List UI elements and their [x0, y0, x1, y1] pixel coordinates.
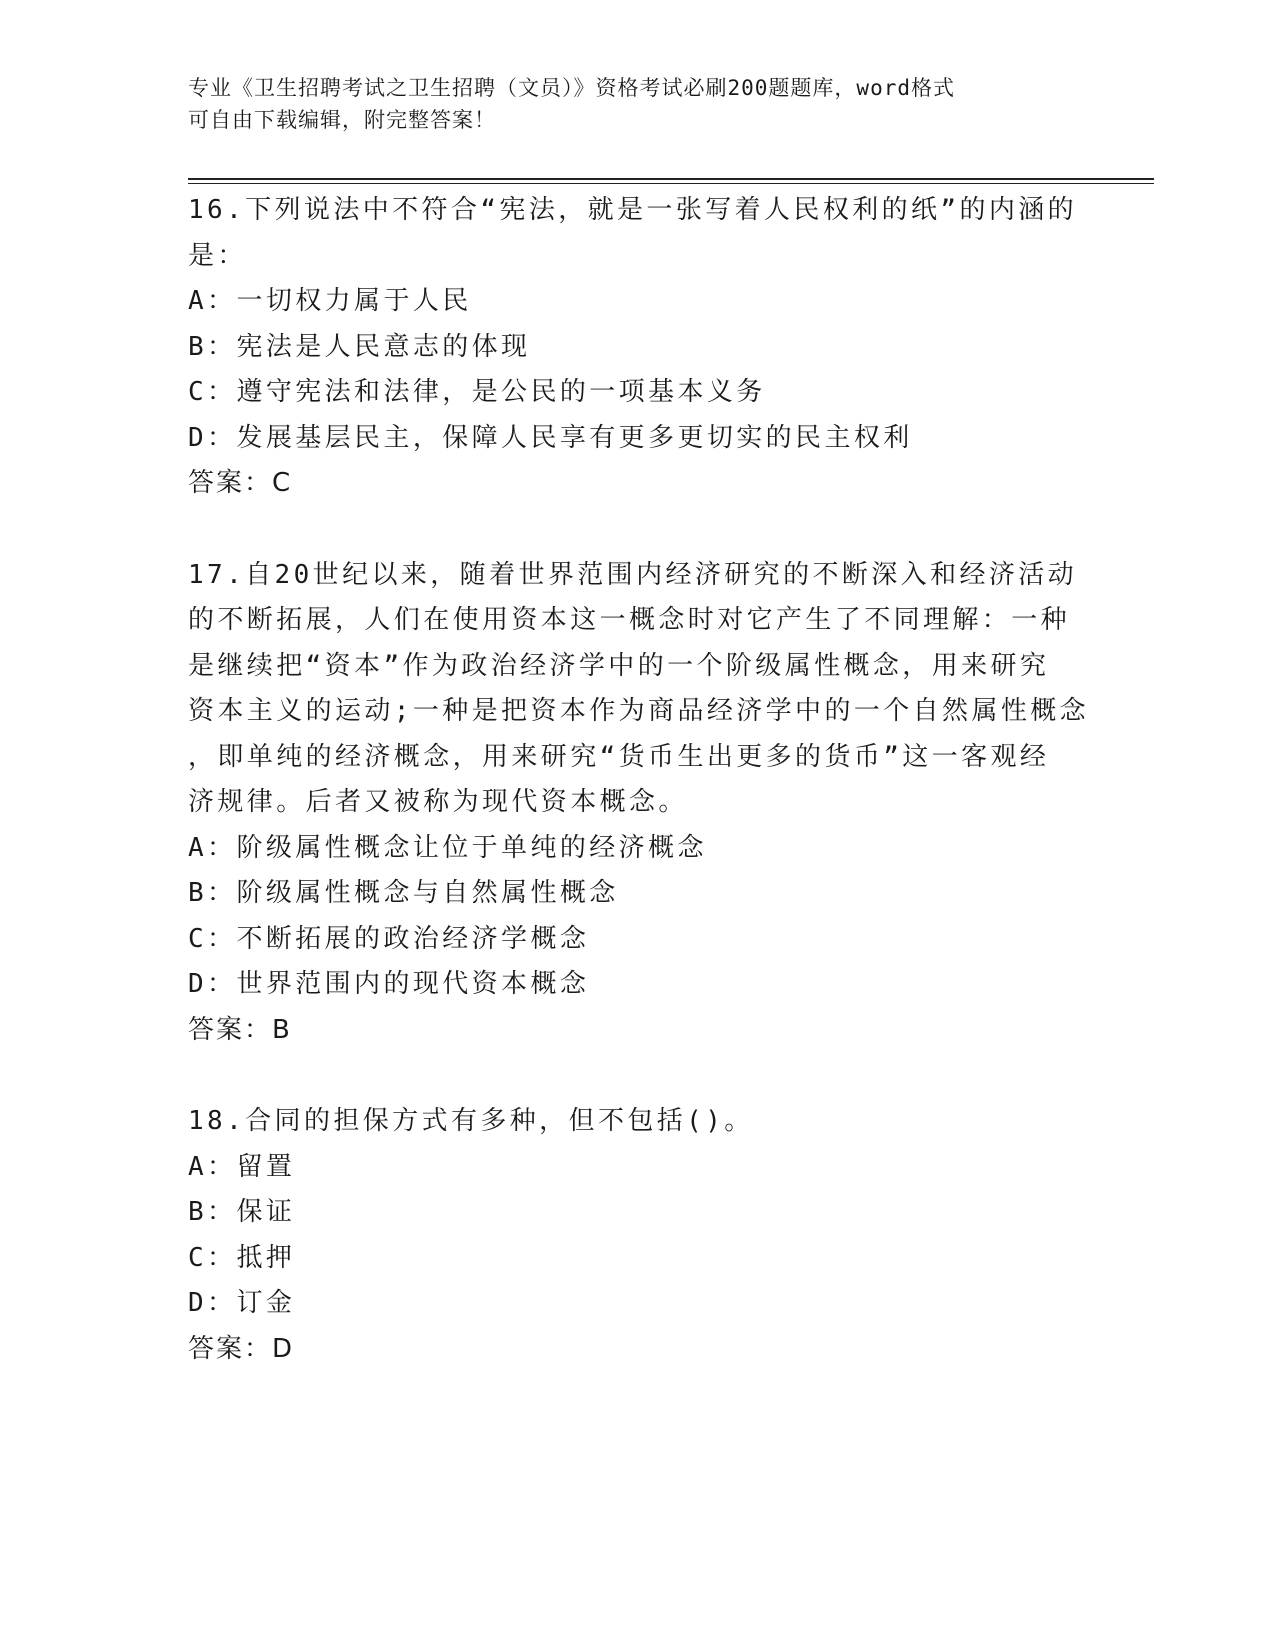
question-text-line: ，即单纯的经济概念，用来研究“货币生出更多的货币”这一客观经 [188, 741, 1050, 772]
option-d: D：订金 [188, 1288, 296, 1318]
option-a: A：一切权力属于人民 [188, 286, 472, 316]
option-c: C：不断拓展的政治经济学概念 [188, 923, 590, 954]
option-d: D：发展基层民主，保障人民享有更多更切实的民主权利 [188, 422, 913, 453]
option-d: D：世界范围内的现代资本概念 [188, 969, 590, 999]
question-text-line: 18.合同的担保方式有多种，但不包括()。 [188, 1106, 754, 1136]
question-18 [188, 1099, 1088, 1372]
question-text-line: 的不断拓展，人们在使用资本这一概念时对它产生了不同理解：一种 [188, 605, 1071, 635]
header-line-2: 可自由下载编辑，附完整答案！ [188, 108, 496, 132]
answer-line: 答案：D [188, 1333, 295, 1364]
header-divider-thin [188, 183, 1154, 184]
question-list [188, 188, 1088, 1418]
option-c: C：抵押 [188, 1242, 296, 1273]
question-text-line: 济规律。后者又被称为现代资本概念。 [188, 787, 688, 817]
question-text-line: 资本主义的运动;一种是把资本作为商品经济学中的一个自然属性概念 [188, 696, 1090, 726]
question-17 [188, 553, 1088, 1054]
question-text-line: 是： [188, 240, 247, 271]
header-line-1: 专业《卫生招聘考试之卫生招聘（文员）》资格考试必刷200题题库，word格式 [188, 76, 955, 100]
header-divider-thick [188, 178, 1154, 180]
option-b: B：宪法是人民意志的体现 [188, 331, 531, 362]
answer-line: 答案：B [188, 1014, 292, 1045]
document-header [188, 72, 1068, 136]
question-text-line: 16.下列说法中不符合“宪法，就是一张写着人民权利的纸”的内涵的 [188, 195, 1078, 225]
answer-line: 答案：C [188, 468, 293, 498]
option-a: A：阶级属性概念让位于单纯的经济概念 [188, 832, 707, 863]
option-b: B：保证 [188, 1197, 296, 1227]
question-text-line: 是继续把“资本”作为政治经济学中的一个阶级属性概念，用来研究 [188, 650, 1050, 681]
option-a: A：留置 [188, 1151, 296, 1182]
question-16 [188, 188, 1088, 507]
option-b: B：阶级属性概念与自然属性概念 [188, 878, 619, 908]
option-c: C：遵守宪法和法律，是公民的一项基本义务 [188, 377, 766, 407]
question-text-line: 17.自20世纪以来，随着世界范围内经济研究的不断深入和经济活动 [188, 559, 1078, 590]
